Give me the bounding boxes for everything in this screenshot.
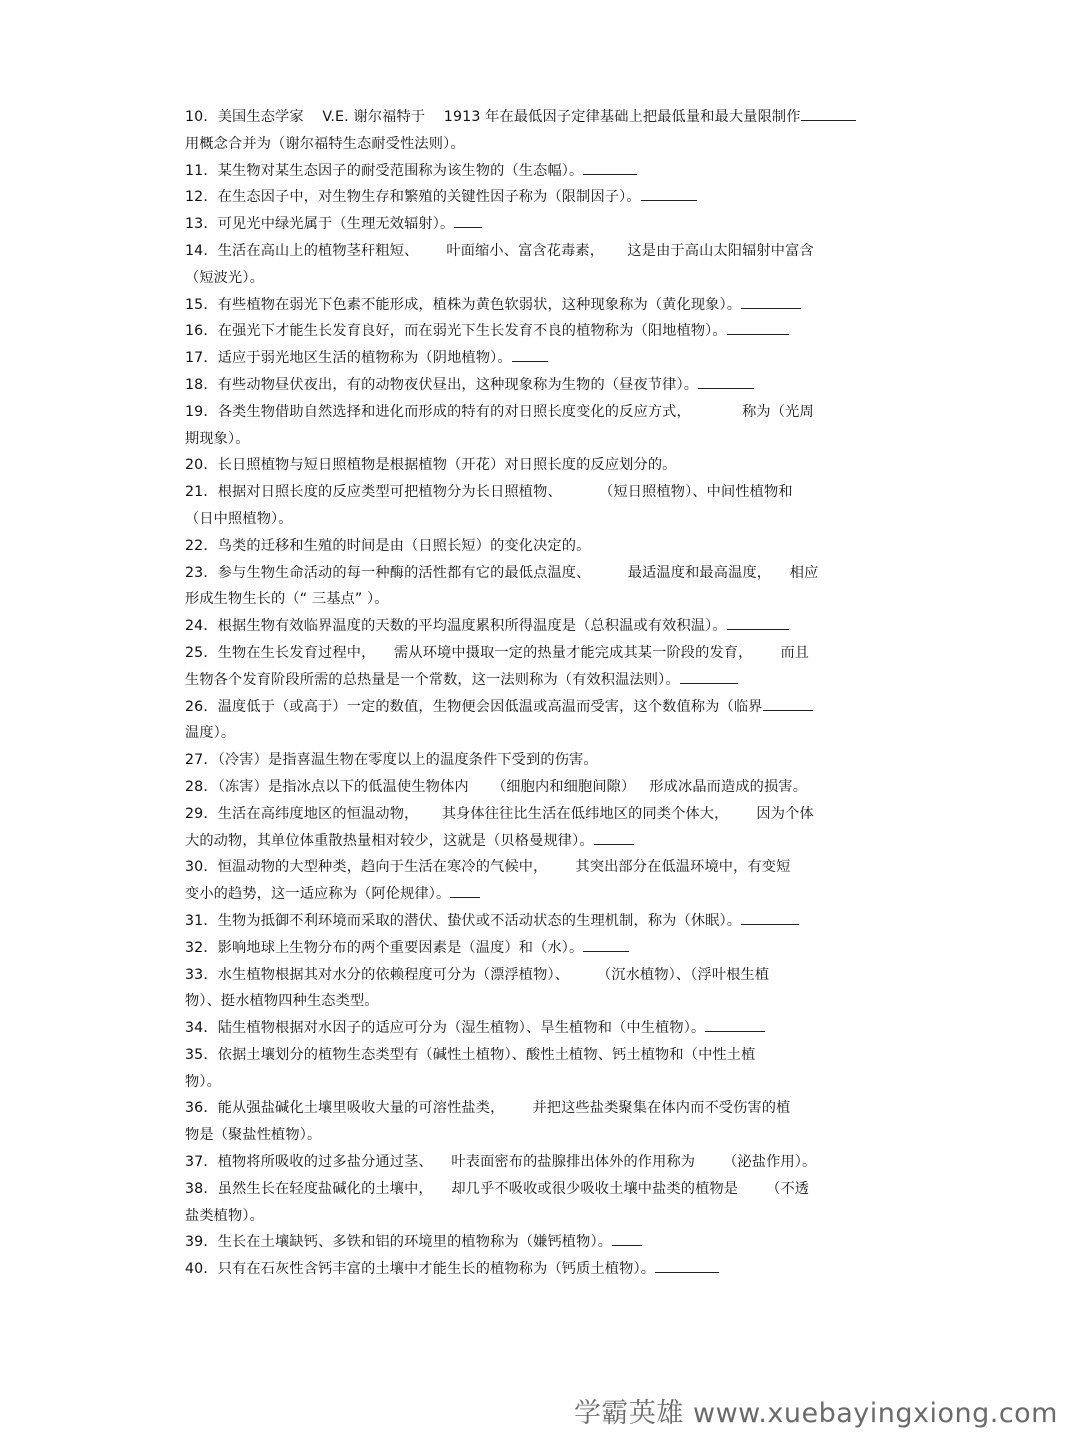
question-text: 大的动物，其单位体重散热量相对较少，这就是（贝格曼规律）。: [185, 832, 594, 849]
answer-blank-line: [741, 292, 801, 309]
question-text: （日中照植物）。: [185, 510, 293, 527]
question-text: 期现象）。: [185, 430, 250, 447]
answer-blank-line: [727, 613, 789, 630]
question-line: [185, 962, 897, 989]
question-text: （短波光）。: [185, 269, 264, 286]
question-line: [185, 801, 897, 828]
question-line: [185, 935, 897, 962]
question-item: [185, 613, 897, 640]
question-text: 36．能从强盐碱化土壤里吸收大量的可溶性盐类， 并把这些盐类聚集在体内而不受伤害的植: [185, 1100, 791, 1117]
question-item: [185, 1149, 897, 1176]
question-item: [185, 1095, 897, 1149]
answer-blank-line: [512, 345, 548, 362]
question-item: [185, 694, 897, 748]
question-text: 19．各类生物借助自然选择和进化而形成的特有的对日照长度变化的反应方式， 称为（光周: [185, 403, 814, 420]
question-line: [185, 613, 897, 640]
question-line: [185, 1229, 897, 1256]
answer-blank-line: [583, 935, 629, 952]
answer-blank-line: [612, 1229, 642, 1246]
question-item: [185, 345, 897, 372]
question-item: [185, 158, 897, 185]
answer-blank-line: [450, 881, 480, 898]
answer-blank-line: [594, 828, 634, 845]
answer-blank-line: [741, 908, 799, 925]
question-line: [185, 506, 897, 533]
question-line: [185, 479, 897, 506]
question-line: [185, 1176, 897, 1203]
question-item: [185, 1042, 897, 1096]
question-line: [185, 854, 897, 881]
question-text: 23．参与生物生命活动的每一种酶的活性都有它的最低点温度、 最适温度和最高温度， 相应: [185, 564, 819, 581]
question-item: [185, 318, 897, 345]
question-text: 10．美国生态学家 V.E. 谢尔福特于 1913 年在最低因子定律基础上把最低量和最大量限制作: [185, 109, 801, 125]
question-text: 12．在生态因子中，对生物生存和繁殖的关键性因子称为（限制因子）。: [185, 189, 641, 206]
question-text: 29．生活在高纬度地区的恒温动物， 其身体往往比生活在低纬地区的同类个体大， 因为个体: [185, 805, 814, 822]
question-line: [185, 452, 897, 479]
question-text: 24．根据生物有效临界温度的天数的平均温度累积所得温度是（总积温或有效积温）。: [185, 618, 727, 635]
answer-blank-line: [641, 184, 697, 201]
question-line: [185, 828, 897, 855]
question-item: [185, 211, 897, 238]
question-text: 32．影响地球上生物分布的两个重要因素是（温度）和（水）。: [185, 939, 584, 956]
question-text: 34．陆生植物根据对水因子的适应可分为（湿生植物）、旱生植物和（中生植物）。: [185, 1020, 706, 1037]
question-text: 20．长日照植物与短日照植物是根据植物（开花）对日照长度的反应划分的。: [185, 457, 677, 474]
question-item: [185, 801, 897, 855]
question-item: [185, 560, 897, 614]
question-item: [185, 1256, 897, 1283]
answer-blank-line: [801, 104, 856, 121]
question-text: 22．鸟类的迁移和生殖的时间是由（日照长短）的变化决定的。: [185, 537, 591, 554]
question-line: [185, 774, 897, 801]
question-line: [185, 131, 897, 158]
question-text: 21．根据对日照长度的反应类型可把植物分为长日照植物、 （短日照植物）、中间性植物和: [185, 484, 793, 501]
question-line: [185, 399, 897, 426]
question-text: 28．（冻害）是指冰点以下的低温使生物体内 （细胞内和细胞间隙） 形成冰晶而造成的损害。: [185, 778, 808, 795]
question-text: 35．依据土壤划分的植物生态类型有（碱性土植物）、酸性土植物、钙土植物和（中性土植: [185, 1046, 756, 1063]
question-line: [185, 1149, 897, 1176]
answer-blank-line: [763, 694, 813, 711]
question-text: 37．植物将所吸收的过多盐分通过茎、 叶表面密布的盐腺排出体外的作用称为 （泌盐作用）。: [185, 1154, 817, 1171]
question-text: 14．生活在高山上的植物茎秆粗短、 叶面缩小、富含花毒素， 这是由于高山太阳辐射中富含: [185, 242, 814, 259]
question-item: [185, 854, 897, 908]
question-item: [185, 184, 897, 211]
question-item: [185, 640, 897, 694]
question-item: [185, 452, 897, 479]
question-line: [185, 1256, 897, 1283]
answer-blank-line: [727, 318, 789, 335]
answer-blank-line: [705, 1015, 765, 1032]
question-item: [185, 1229, 897, 1256]
question-text: 30．恒温动物的大型种类，趋向于生活在寒冷的气候中， 其突出部分在低温环境中，有变短: [185, 859, 791, 876]
question-line: [185, 747, 897, 774]
question-line: [185, 318, 897, 345]
question-text: 温度）。: [185, 725, 236, 742]
question-line: [185, 104, 897, 131]
question-item: [185, 104, 897, 158]
answer-blank-line: [698, 372, 754, 389]
question-text: 用概念合并为（谢尔福特生态耐受性法则）。: [185, 135, 465, 152]
question-item: [185, 292, 897, 319]
question-text: 生物各个发育阶段所需的总热量是一个常数，这一法则称为（有效积温法则）。: [185, 671, 680, 688]
question-text: 39．生长在土壤缺钙、多铁和铝的环境里的植物称为（嫌钙植物）。: [185, 1234, 613, 1251]
question-item: [185, 399, 897, 453]
question-item: [185, 962, 897, 1016]
question-line: [185, 667, 897, 694]
question-text: 26．温度低于（或高于）一定的数值，生物便会因低温或高温而受害，这个数值称为（临界: [185, 698, 763, 715]
question-item: [185, 908, 897, 935]
question-text: 18．有些动物昼伏夜出，有的动物夜伏昼出，这种现象称为生物的（昼夜节律）。: [185, 376, 699, 393]
question-line: [185, 720, 897, 747]
question-text: 16．在强光下才能生长发育良好，而在弱光下生长发育不良的植物称为（阳地植物）。: [185, 323, 727, 340]
question-line: [185, 1069, 897, 1096]
question-text: 13．可见光中绿光属于（生理无效辐射）。: [185, 216, 455, 233]
question-text: 40．只有在石灰性含钙丰富的土壤中才能生长的植物称为（钙质土植物）。: [185, 1261, 656, 1278]
question-item: [185, 935, 897, 962]
question-line: [185, 426, 897, 453]
question-line: [185, 345, 897, 372]
answer-blank-line: [454, 211, 482, 228]
question-text: 38．虽然生长在轻度盐碱化的土壤中， 却几乎不吸收或很少吸收土壤中盐类的植物是 （不透: [185, 1180, 810, 1197]
watermark: 学霸英雄 www.xuebayingxiong.com: [573, 1398, 1058, 1429]
answer-blank-line: [655, 1256, 719, 1273]
question-line: [185, 881, 897, 908]
question-text: 物）、挺水植物四种生态类型。: [185, 993, 379, 1010]
question-list: [185, 104, 897, 1283]
answer-blank-line: [583, 158, 637, 175]
question-line: [185, 372, 897, 399]
question-line: [185, 1015, 897, 1042]
question-text: 11．某生物对某生态因子的耐受范围称为该生物的（生态幅）。: [185, 162, 584, 179]
question-text: 物）。: [185, 1073, 221, 1090]
question-item: [185, 747, 897, 774]
question-line: [185, 1042, 897, 1069]
question-item: [185, 774, 897, 801]
question-text: 物是（聚盐性植物）。: [185, 1127, 322, 1144]
question-text: 27．（冷害）是指喜温生物在零度以上的温度条件下受到的伤害。: [185, 752, 598, 769]
question-line: [185, 292, 897, 319]
question-line: [185, 586, 897, 613]
question-item: [185, 372, 897, 399]
question-text: 变小的趋势，这一适应称为（阿伦规律）。: [185, 886, 451, 903]
question-line: [185, 560, 897, 587]
question-line: [185, 533, 897, 560]
question-line: [185, 908, 897, 935]
question-line: [185, 1095, 897, 1122]
question-text: 形成生物生长的（“ 三基点” ）。: [185, 591, 389, 608]
question-line: [185, 158, 897, 185]
question-item: [185, 238, 897, 292]
question-item: [185, 479, 897, 533]
question-text: 25．生物在生长发育过程中， 需从环境中摄取一定的热量才能完成其某一阶段的发育， 而且: [185, 644, 810, 661]
question-line: [185, 640, 897, 667]
question-text: 31．生物为抵御不利环境而采取的潜伏、蛰伏或不活动状态的生理机制，称为（休眠）。: [185, 912, 742, 929]
question-line: [185, 1122, 897, 1149]
question-line: [185, 694, 897, 721]
question-text: 17．适应于弱光地区生活的植物称为（阴地植物）。: [185, 350, 512, 367]
question-item: [185, 533, 897, 560]
question-line: [185, 211, 897, 238]
question-line: [185, 238, 897, 265]
question-text: 33．水生植物根据其对水分的依赖程度可分为（漂浮植物）、 （沉水植物）、（浮叶根生植: [185, 966, 770, 983]
answer-blank-line: [680, 667, 738, 684]
question-item: [185, 1176, 897, 1230]
question-line: [185, 1203, 897, 1230]
question-line: [185, 184, 897, 211]
question-item: [185, 1015, 897, 1042]
question-text: 盐类植物）。: [185, 1207, 264, 1224]
question-text: 15．有些植物在弱光下色素不能形成，植株为黄色软弱状，这种现象称为（黄化现象）。: [185, 296, 742, 313]
question-line: [185, 265, 897, 292]
question-line: [185, 988, 897, 1015]
